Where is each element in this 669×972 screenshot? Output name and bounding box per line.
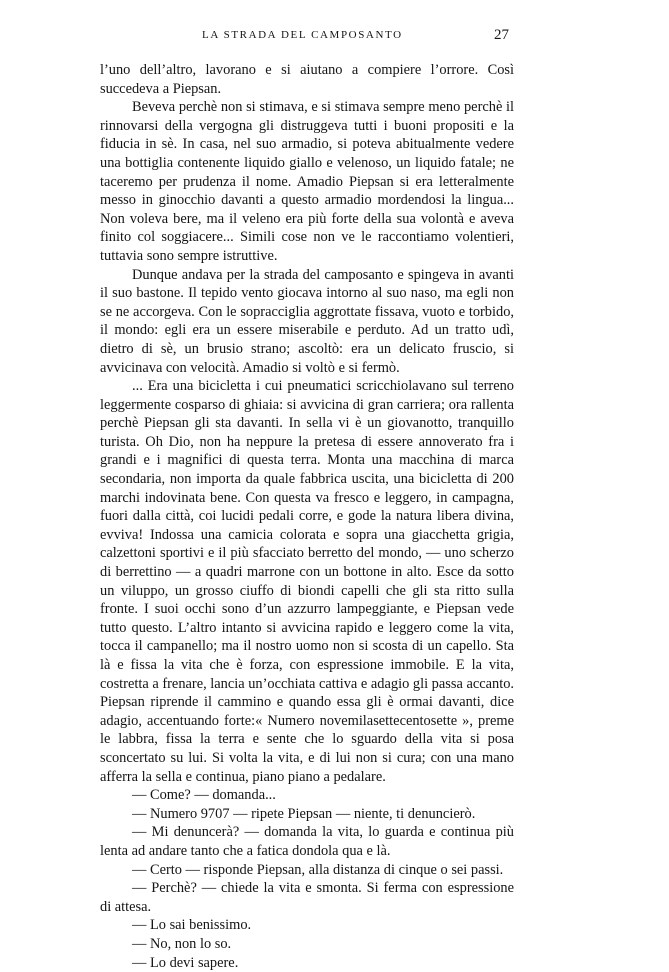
paragraph: Beveva perchè non si stimava, e si stimava sempre meno perchè il rinnovarsi della vergogna gli distruggeva tutti i buoni propositi e la fiducia in sè. In casa, nel suo armadio, si poteva abitualmente vedere una bottiglia contenente liquido giallo e velenoso, un liquido fatale; ne taceremo per prudenza il nome. Amadio Piepsan si era letteralmente messo in ginocchio davanti a questo armadio mordendosi la lingua... Non voleva bere, ma il veleno era più forte della sua volontà e aveva finito col soggiacere... Simili cose non ve le raccontiamo volentieri, tuttavia sono sempre istruttive. — [100, 98, 514, 265]
dialogue-line: — Lo devi sapere. — [100, 954, 514, 972]
paragraph: l’uno dell’altro, lavorano e si aiutano a compiere l’orrore. Così succedeva a Piepsan. — [100, 61, 514, 98]
dialogue-line: — Come? — domanda... — [100, 786, 514, 805]
body-text — [100, 61, 514, 972]
dialogue-line: — No, non lo so. — [100, 935, 514, 954]
dialogue-line: — Lo sai benissimo. — [100, 916, 514, 935]
dialogue-line: — Numero 9707 — ripete Piepsan — niente, ti denuncierò. — [100, 805, 514, 824]
paragraph: Dunque andava per la strada del camposanto e spingeva in avanti il suo bastone. Il tepido vento giocava intorno al suo naso, ma egli non se ne accorgeva. Con le sopracciglia aggrottate fissava, vuoto e torbido, il mondo: egli era un essere miserabile e perduto. Ad un tratto udì, dietro di sè, un brusio strano; ascoltò: era un delicato fruscio, si avvicinava con velocità. Amadio si voltò e si fermò. — [100, 266, 514, 378]
running-title: LA STRADA DEL CAMPOSANTO — [202, 29, 403, 41]
page-number: 27 — [494, 27, 509, 44]
paragraph: ... Era una bicicletta i cui pneumatici scricchiolavano sul terreno leggermente cosparso di ghiaia: si avvicina di gran carriera; ora rallenta perchè Piepsan gli sta davanti. In sella vi è un giovanotto, tranquillo turista. Oh Dio, non ha neppure la pretesa di essere annoverato fra i grandi e i magnifici di questa terra. Monta una macchina di marca secondaria, non importa da quale fabbrica uscita, una bicicletta di 200 marchi indovinata bene. Con questa va fresco e leggero, in campagna, fuori dalla città, coi lucidi pedali corre, e gode la natura libera divina, evviva! Indossa una camicia colorata e sopra una giacchetta grigia, calzettoni sportivi e il più sfacciato berretto del mondo, — uno scherzo di berrettino — a quadri marrone con un bottone in alto. Esce da sotto un viluppo, un grosso ciuffo di biondi capelli che gli sta ritto sulla fronte. I suoi occhi sono d’un azzurro lampeggiante, e Piepsan vede tutto questo. L’altro intanto si avvicina rapido e leggero come la vita, tocca il campanello; ma il nostro uomo non si scosta di un capello. Sta là e fissa la vita che è forza, con espressione immobile. E la vita, costretta a frenare, lancia un’occhiata cattiva e adagio gli passa accanto. Piepsan riprende il cammino e quando essa gli è ormai davanti, dice adagio, accentuando forte:« Numero novemilasettecentosette », preme le labbra, fissa la terra e sente che lo sguardo della vita si posa sconcertato su lui. Si volta la vita, e di lui non si cura; con una mano afferra la sella e continua, piano piano a pedalare. — [100, 377, 514, 786]
dialogue-line: — Perchè? — chiede la vita e smonta. Si ferma con espressione di attesa. — [100, 879, 514, 916]
dialogue-line: — Mi denuncerà? — domanda la vita, lo guarda e continua più lenta ad andare tanto che a fatica dondola qua e là. — [100, 823, 514, 860]
running-header — [0, 27, 669, 47]
dialogue-line: — Certo — risponde Piepsan, alla distanza di cinque o sei passi. — [100, 861, 514, 880]
